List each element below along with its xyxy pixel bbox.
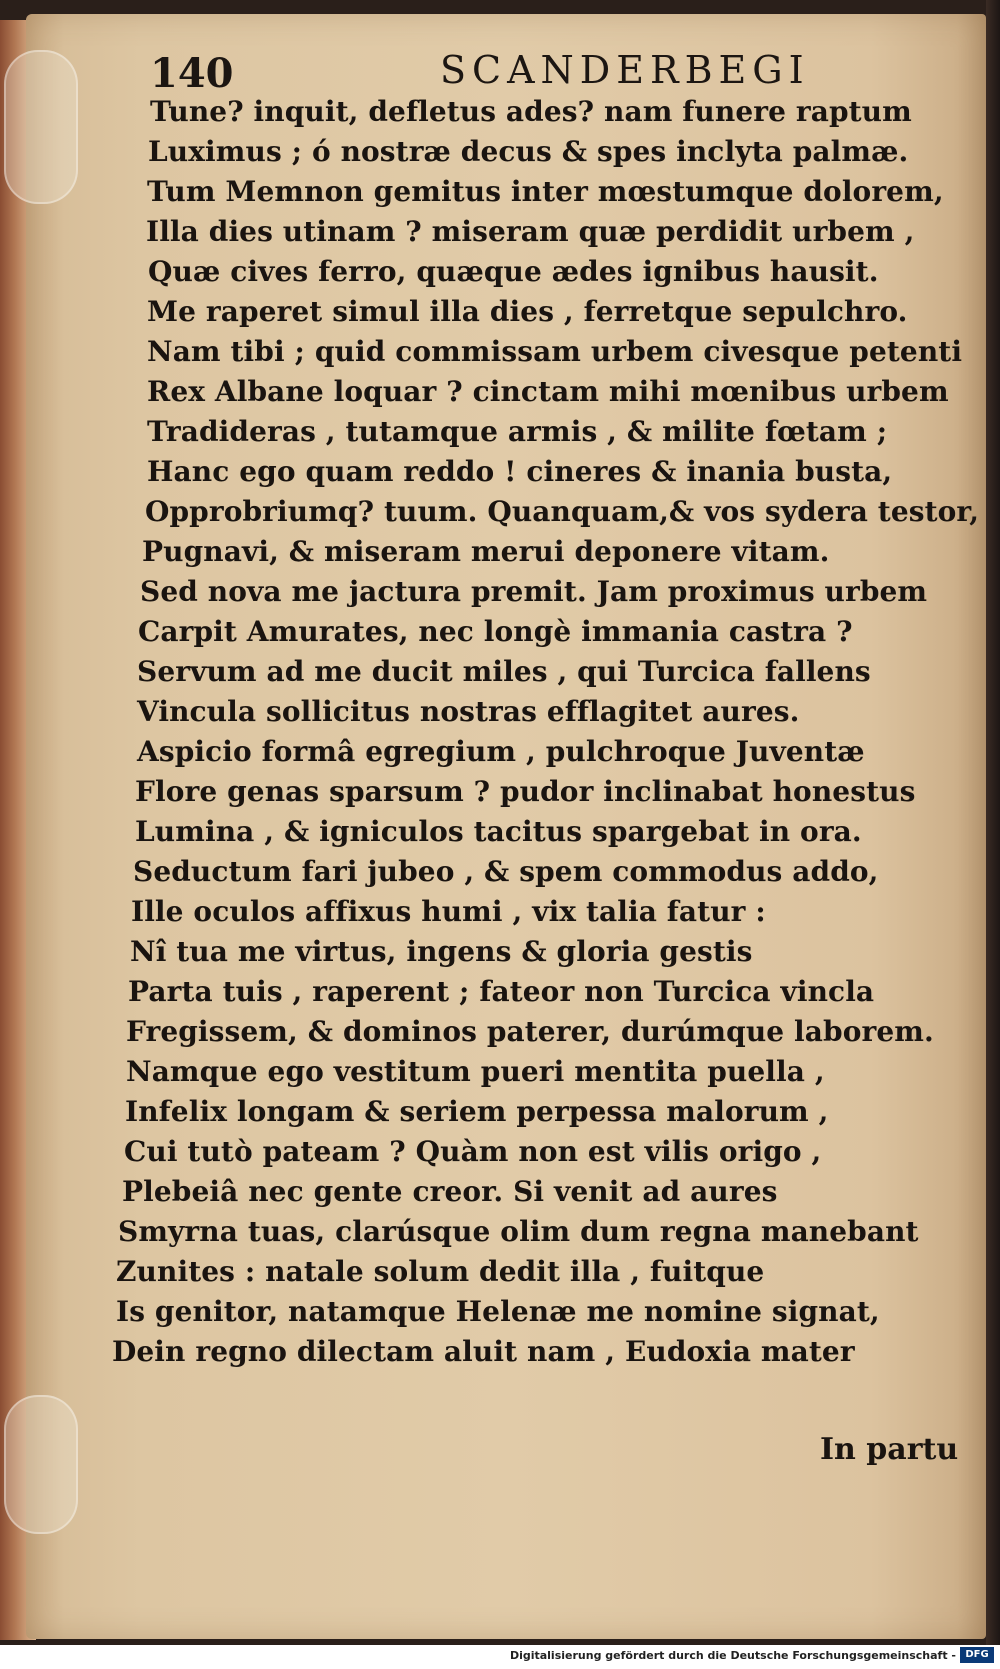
- text-line: Lumina , & igniculos tacitus spargebat in ora.: [135, 815, 862, 848]
- page-number: 140: [150, 50, 234, 97]
- text-line: Namque ego vestitum pueri mentita puella ,: [126, 1055, 825, 1088]
- text-line: Luximus ; ó nostræ decus & spes inclyta palmæ.: [148, 135, 909, 168]
- catchword: In partu: [820, 1432, 959, 1467]
- text-line: Pugnavi, & miseram merui deponere vitam.: [142, 535, 830, 568]
- text-line: Me raperet simul illa dies , ferretque sepulchro.: [147, 295, 908, 328]
- scan-border: [986, 0, 1000, 1645]
- text-line: Parta tuis , raperent ; fateor non Turcica vincla: [128, 975, 875, 1008]
- funding-credit: Digitalisierung gefördert durch die Deutsche Forschungsgemeinschaft -: [509, 1649, 956, 1662]
- text-line: Nam tibi ; quid commissam urbem civesque petenti: [147, 335, 963, 368]
- digitization-footer: [0, 1645, 1000, 1669]
- text-line: Infelix longam & seriem perpessa malorum ,: [125, 1095, 829, 1128]
- text-line: Carpit Amurates, nec longè immania castra ?: [138, 615, 853, 648]
- text-line: Vincula sollicitus nostras efflagitet aures.: [137, 695, 800, 728]
- text-line: Ille oculos affixus humi , vix talia fatur :: [131, 895, 766, 928]
- text-line: Sed nova me jactura premit. Jam proximus urbem: [140, 575, 928, 608]
- text-line: Illa dies utinam ? miseram quæ perdidit urbem ,: [146, 215, 915, 248]
- text-line: Tradideras , tutamque armis , & milite fœtam ;: [147, 415, 888, 448]
- text-line: Dein regno dilectam aluit nam , Eudoxia mater: [112, 1335, 855, 1368]
- text-line: Nî tua me virtus, ingens & gloria gestis: [130, 935, 753, 968]
- page-clip-bottom: [4, 1395, 78, 1534]
- text-line: Tune? inquit, defletus ades? nam funere raptum: [150, 95, 912, 128]
- text-line: Opprobriumq? tuum. Quanquam,& vos sydera testor,: [145, 495, 980, 528]
- text-line: Fregissem, & dominos paterer, durúmque laborem.: [126, 1015, 934, 1048]
- text-line: Zunites : natale solum dedit illa , fuitque: [116, 1255, 765, 1288]
- running-title: SCANDERBEGI: [440, 48, 810, 92]
- text-line: Rex Albane loquar ? cinctam mihi mœnibus urbem: [147, 375, 949, 408]
- text-line: Tum Memnon gemitus inter mœstumque dolorem,: [147, 175, 944, 208]
- dfg-logo: DFG: [960, 1647, 994, 1663]
- text-line: Seductum fari jubeo , & spem commodus addo,: [133, 855, 879, 888]
- running-head: [0, 48, 1000, 98]
- text-line: Is genitor, natamque Helenæ me nomine signat,: [116, 1295, 880, 1328]
- text-line: Aspicio formâ egregium , pulchroque Juventæ: [137, 735, 865, 768]
- text-line: Smyrna tuas, clarúsque olim dum regna manebant: [118, 1215, 919, 1248]
- poem-text: [110, 92, 980, 1372]
- text-line: Hanc ego quam reddo ! cineres & inania busta,: [147, 455, 893, 488]
- text-line: Flore genas sparsum ? pudor inclinabat honestus: [135, 775, 916, 808]
- text-line: Servum ad me ducit miles , qui Turcica fallens: [137, 655, 871, 688]
- text-line: Quæ cives ferro, quæque ædes ignibus hausit.: [148, 255, 879, 288]
- text-line: Cui tutò pateam ? Quàm non est vilis origo ,: [124, 1135, 822, 1168]
- text-line: Plebeiâ nec gente creor. Si venit ad aures: [122, 1175, 778, 1208]
